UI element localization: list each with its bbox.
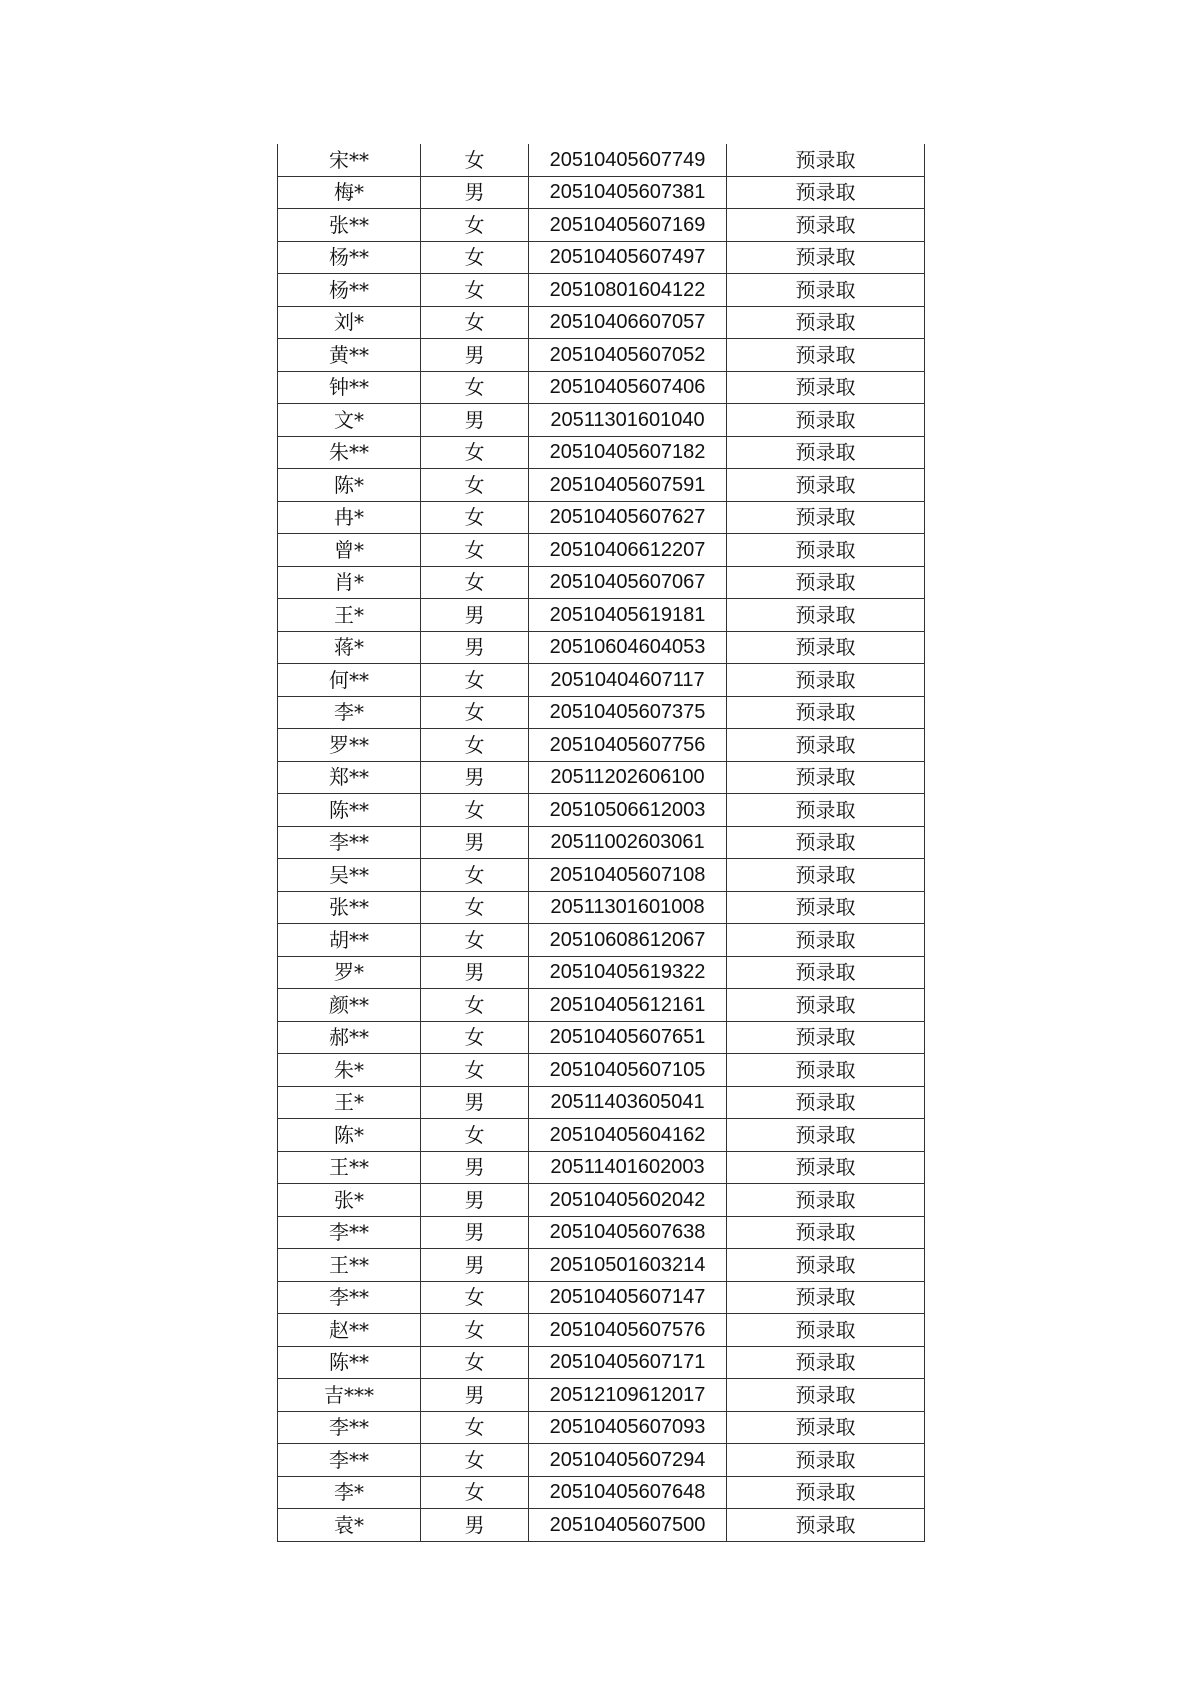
student-name-cell: 张** <box>278 891 421 924</box>
exam-id-cell: 20510405607375 <box>529 696 727 729</box>
admission-status-cell: 预录取 <box>727 371 925 404</box>
admission-status-cell: 预录取 <box>727 956 925 989</box>
student-name-cell: 文* <box>278 404 421 437</box>
student-name-cell: 朱** <box>278 436 421 469</box>
gender-cell: 女 <box>421 1346 529 1379</box>
exam-id-cell: 20510405607171 <box>529 1346 727 1379</box>
student-name-cell: 陈* <box>278 469 421 502</box>
table-row <box>278 1086 925 1119</box>
exam-id-cell: 20510405607497 <box>529 241 727 274</box>
admission-status-cell: 预录取 <box>727 274 925 307</box>
student-name-cell: 王* <box>278 1086 421 1119</box>
gender-cell: 女 <box>421 469 529 502</box>
exam-id-cell: 20510501603214 <box>529 1249 727 1282</box>
admission-status-cell: 预录取 <box>727 469 925 502</box>
gender-cell: 女 <box>421 1119 529 1152</box>
table-row <box>278 1281 925 1314</box>
exam-id-cell: 20510405612161 <box>529 989 727 1022</box>
table-row <box>278 339 925 372</box>
exam-id-cell: 20510608612067 <box>529 924 727 957</box>
student-name-cell: 李** <box>278 1444 421 1477</box>
student-name-cell: 王* <box>278 599 421 632</box>
exam-id-cell: 20510405607067 <box>529 566 727 599</box>
gender-cell: 女 <box>421 924 529 957</box>
gender-cell: 女 <box>421 501 529 534</box>
student-name-cell: 王** <box>278 1249 421 1282</box>
table-row <box>278 989 925 1022</box>
exam-id-cell: 20510406612207 <box>529 534 727 567</box>
student-name-cell: 李* <box>278 696 421 729</box>
admission-status-cell: 预录取 <box>727 1249 925 1282</box>
student-name-cell: 罗** <box>278 729 421 762</box>
exam-id-cell: 20510405607648 <box>529 1476 727 1509</box>
table-row <box>278 1184 925 1217</box>
gender-cell: 女 <box>421 1444 529 1477</box>
exam-id-cell: 20511301601040 <box>529 404 727 437</box>
gender-cell: 男 <box>421 599 529 632</box>
student-name-cell: 陈** <box>278 1346 421 1379</box>
admission-status-cell: 预录取 <box>727 1379 925 1412</box>
gender-cell: 男 <box>421 761 529 794</box>
admission-status-cell: 预录取 <box>727 144 925 176</box>
admission-status-cell: 预录取 <box>727 924 925 957</box>
exam-id-cell: 20510405607500 <box>529 1509 727 1542</box>
student-name-cell: 赵** <box>278 1314 421 1347</box>
exam-id-cell: 20510405607182 <box>529 436 727 469</box>
exam-id-cell: 20510405607651 <box>529 1021 727 1054</box>
gender-cell: 女 <box>421 1411 529 1444</box>
student-name-cell: 吴** <box>278 859 421 892</box>
exam-id-cell: 20510801604122 <box>529 274 727 307</box>
admission-status-cell: 预录取 <box>727 794 925 827</box>
admission-status-cell: 预录取 <box>727 859 925 892</box>
student-name-cell: 张** <box>278 209 421 242</box>
admission-table <box>277 144 925 1542</box>
table-row <box>278 1314 925 1347</box>
student-name-cell: 蒋* <box>278 631 421 664</box>
exam-id-cell: 20510405619181 <box>529 599 727 632</box>
admission-status-cell: 预录取 <box>727 989 925 1022</box>
gender-cell: 女 <box>421 371 529 404</box>
admission-status-cell: 预录取 <box>727 826 925 859</box>
student-name-cell: 李** <box>278 1216 421 1249</box>
gender-cell: 男 <box>421 826 529 859</box>
admission-status-cell: 预录取 <box>727 1411 925 1444</box>
gender-cell: 女 <box>421 436 529 469</box>
gender-cell: 男 <box>421 1379 529 1412</box>
gender-cell: 女 <box>421 989 529 1022</box>
table-row <box>278 696 925 729</box>
table-row <box>278 1119 925 1152</box>
table-row <box>278 241 925 274</box>
table-row <box>278 794 925 827</box>
exam-id-cell: 20510405607756 <box>529 729 727 762</box>
student-name-cell: 陈* <box>278 1119 421 1152</box>
admission-status-cell: 预录取 <box>727 566 925 599</box>
admission-status-cell: 预录取 <box>727 209 925 242</box>
exam-id-cell: 20510405607105 <box>529 1054 727 1087</box>
table-row <box>278 436 925 469</box>
admission-status-cell: 预录取 <box>727 1086 925 1119</box>
admission-status-cell: 预录取 <box>727 761 925 794</box>
admission-status-cell: 预录取 <box>727 599 925 632</box>
gender-cell: 女 <box>421 696 529 729</box>
gender-cell: 男 <box>421 1184 529 1217</box>
gender-cell: 男 <box>421 631 529 664</box>
table-row <box>278 501 925 534</box>
exam-id-cell: 20511002603061 <box>529 826 727 859</box>
gender-cell: 男 <box>421 339 529 372</box>
gender-cell: 女 <box>421 1054 529 1087</box>
admission-status-cell: 预录取 <box>727 241 925 274</box>
exam-id-cell: 20511401602003 <box>529 1151 727 1184</box>
admission-status-cell: 预录取 <box>727 404 925 437</box>
student-name-cell: 郑** <box>278 761 421 794</box>
student-name-cell: 杨** <box>278 274 421 307</box>
table-row <box>278 1346 925 1379</box>
table-row <box>278 729 925 762</box>
gender-cell: 女 <box>421 794 529 827</box>
admission-status-cell: 预录取 <box>727 1346 925 1379</box>
exam-id-cell: 20510405607749 <box>529 144 727 176</box>
table-row <box>278 1151 925 1184</box>
gender-cell: 女 <box>421 241 529 274</box>
table-row <box>278 1021 925 1054</box>
table-row <box>278 761 925 794</box>
student-name-cell: 吉*** <box>278 1379 421 1412</box>
gender-cell: 女 <box>421 664 529 697</box>
exam-id-cell: 20510405607406 <box>529 371 727 404</box>
table-row <box>278 1216 925 1249</box>
gender-cell: 男 <box>421 176 529 209</box>
gender-cell: 男 <box>421 1151 529 1184</box>
table-row <box>278 209 925 242</box>
table-row <box>278 274 925 307</box>
table-row <box>278 631 925 664</box>
exam-id-cell: 20510405607052 <box>529 339 727 372</box>
table-row <box>278 664 925 697</box>
exam-id-cell: 20510405607169 <box>529 209 727 242</box>
exam-id-cell: 20510405602042 <box>529 1184 727 1217</box>
student-name-cell: 颜** <box>278 989 421 1022</box>
student-name-cell: 钟** <box>278 371 421 404</box>
table-row <box>278 1444 925 1477</box>
gender-cell: 女 <box>421 209 529 242</box>
table-row <box>278 371 925 404</box>
admission-status-cell: 预录取 <box>727 1281 925 1314</box>
gender-cell: 女 <box>421 1021 529 1054</box>
table-row <box>278 1379 925 1412</box>
admission-status-cell: 预录取 <box>727 664 925 697</box>
admission-status-cell: 预录取 <box>727 339 925 372</box>
gender-cell: 女 <box>421 859 529 892</box>
exam-id-cell: 20510404607117 <box>529 664 727 697</box>
student-name-cell: 梅* <box>278 176 421 209</box>
gender-cell: 女 <box>421 534 529 567</box>
student-name-cell: 刘* <box>278 306 421 339</box>
table-row <box>278 404 925 437</box>
admission-table-body <box>278 144 925 1541</box>
admission-status-cell: 预录取 <box>727 1021 925 1054</box>
gender-cell: 女 <box>421 144 529 176</box>
admission-status-cell: 预录取 <box>727 1476 925 1509</box>
exam-id-cell: 20510405607147 <box>529 1281 727 1314</box>
table-row <box>278 469 925 502</box>
exam-id-cell: 20510506612003 <box>529 794 727 827</box>
exam-id-cell: 20511403605041 <box>529 1086 727 1119</box>
table-row <box>278 1054 925 1087</box>
admission-status-cell: 预录取 <box>727 436 925 469</box>
exam-id-cell: 20511301601008 <box>529 891 727 924</box>
table-row <box>278 956 925 989</box>
exam-id-cell: 20510405607638 <box>529 1216 727 1249</box>
gender-cell: 男 <box>421 956 529 989</box>
student-name-cell: 李* <box>278 1476 421 1509</box>
student-name-cell: 杨** <box>278 241 421 274</box>
table-row <box>278 1476 925 1509</box>
table-row <box>278 1509 925 1542</box>
student-name-cell: 肖* <box>278 566 421 599</box>
exam-id-cell: 20510405604162 <box>529 1119 727 1152</box>
student-name-cell: 罗* <box>278 956 421 989</box>
admission-status-cell: 预录取 <box>727 1216 925 1249</box>
admission-status-cell: 预录取 <box>727 1184 925 1217</box>
exam-id-cell: 20510405607381 <box>529 176 727 209</box>
gender-cell: 女 <box>421 891 529 924</box>
exam-id-cell: 20510604604053 <box>529 631 727 664</box>
gender-cell: 女 <box>421 306 529 339</box>
admission-status-cell: 预录取 <box>727 306 925 339</box>
table-row <box>278 1249 925 1282</box>
exam-id-cell: 20510405619322 <box>529 956 727 989</box>
admission-status-cell: 预录取 <box>727 696 925 729</box>
gender-cell: 女 <box>421 729 529 762</box>
table-row <box>278 599 925 632</box>
student-name-cell: 黄** <box>278 339 421 372</box>
exam-id-cell: 20510405607627 <box>529 501 727 534</box>
table-row <box>278 924 925 957</box>
gender-cell: 男 <box>421 404 529 437</box>
gender-cell: 女 <box>421 566 529 599</box>
exam-id-cell: 20510405607576 <box>529 1314 727 1347</box>
admission-status-cell: 预录取 <box>727 1119 925 1152</box>
gender-cell: 男 <box>421 1509 529 1542</box>
table-row <box>278 306 925 339</box>
student-name-cell: 何** <box>278 664 421 697</box>
table-row <box>278 176 925 209</box>
gender-cell: 女 <box>421 1281 529 1314</box>
gender-cell: 男 <box>421 1249 529 1282</box>
table-row <box>278 891 925 924</box>
student-name-cell: 郝** <box>278 1021 421 1054</box>
admission-status-cell: 预录取 <box>727 1314 925 1347</box>
gender-cell: 女 <box>421 1314 529 1347</box>
admission-status-cell: 预录取 <box>727 1151 925 1184</box>
table-row <box>278 534 925 567</box>
student-name-cell: 陈** <box>278 794 421 827</box>
student-name-cell: 冉* <box>278 501 421 534</box>
admission-status-cell: 预录取 <box>727 1054 925 1087</box>
table-row <box>278 144 925 176</box>
student-name-cell: 袁* <box>278 1509 421 1542</box>
exam-id-cell: 20510405607093 <box>529 1411 727 1444</box>
admission-status-cell: 预录取 <box>727 534 925 567</box>
student-name-cell: 李** <box>278 1411 421 1444</box>
student-name-cell: 朱* <box>278 1054 421 1087</box>
exam-id-cell: 20510406607057 <box>529 306 727 339</box>
student-name-cell: 宋** <box>278 144 421 176</box>
gender-cell: 男 <box>421 1086 529 1119</box>
student-name-cell: 王** <box>278 1151 421 1184</box>
admission-status-cell: 预录取 <box>727 729 925 762</box>
student-name-cell: 胡** <box>278 924 421 957</box>
admission-status-cell: 预录取 <box>727 501 925 534</box>
gender-cell: 女 <box>421 274 529 307</box>
admission-status-cell: 预录取 <box>727 631 925 664</box>
admission-status-cell: 预录取 <box>727 176 925 209</box>
exam-id-cell: 20511202606100 <box>529 761 727 794</box>
table-row <box>278 826 925 859</box>
gender-cell: 男 <box>421 1216 529 1249</box>
student-name-cell: 李** <box>278 826 421 859</box>
table-row <box>278 566 925 599</box>
student-name-cell: 张* <box>278 1184 421 1217</box>
admission-status-cell: 预录取 <box>727 891 925 924</box>
table-row <box>278 1411 925 1444</box>
exam-id-cell: 20510405607294 <box>529 1444 727 1477</box>
table-row <box>278 859 925 892</box>
exam-id-cell: 20512109612017 <box>529 1379 727 1412</box>
exam-id-cell: 20510405607108 <box>529 859 727 892</box>
admission-status-cell: 预录取 <box>727 1444 925 1477</box>
student-name-cell: 曾* <box>278 534 421 567</box>
exam-id-cell: 20510405607591 <box>529 469 727 502</box>
gender-cell: 女 <box>421 1476 529 1509</box>
admission-status-cell: 预录取 <box>727 1509 925 1542</box>
student-name-cell: 李** <box>278 1281 421 1314</box>
